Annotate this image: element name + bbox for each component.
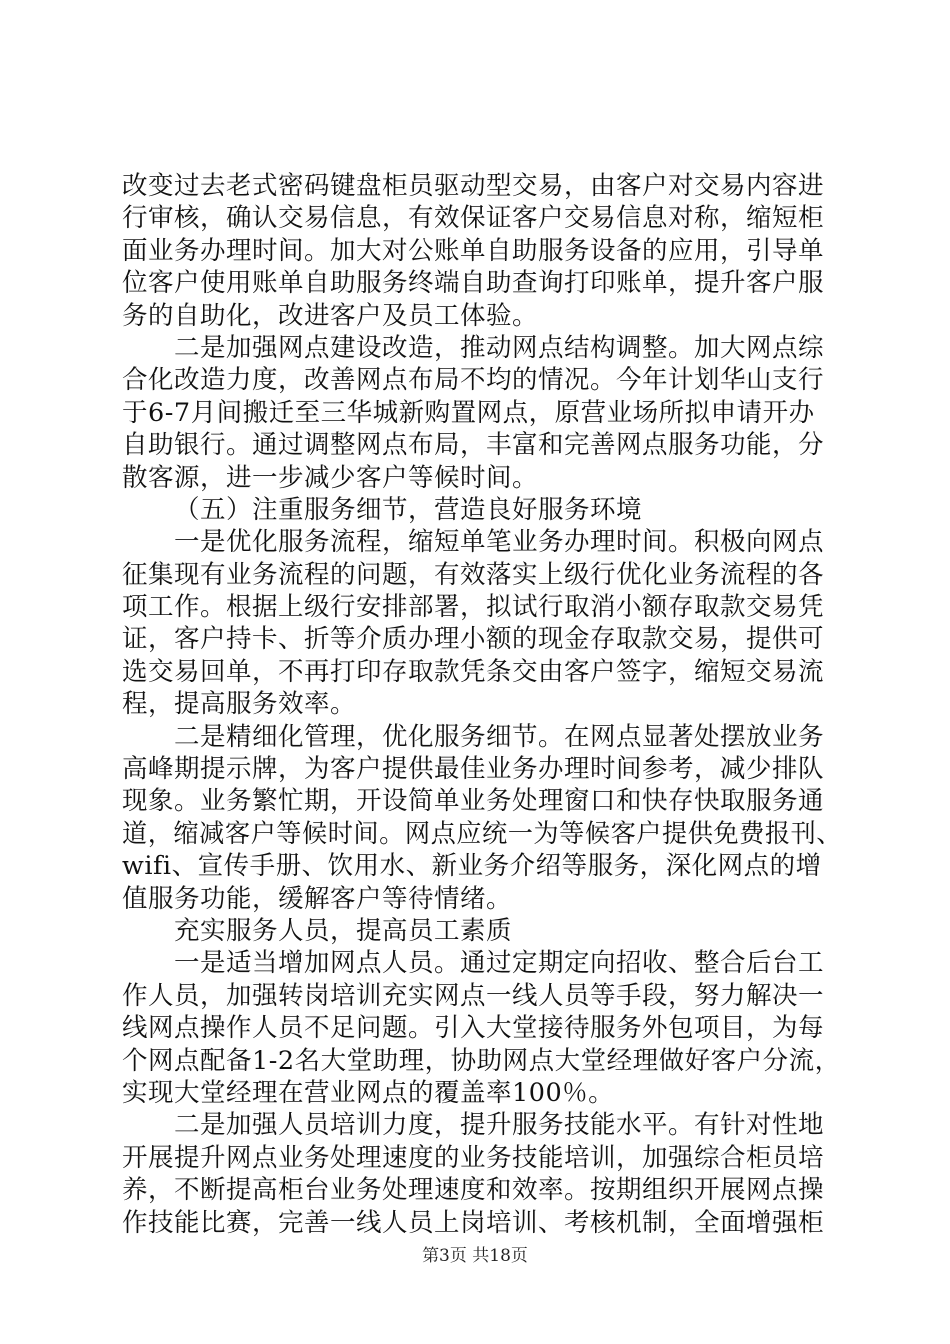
text-line: 合化改造力度，改善网点布局不均的情况。今年计划华山支行 xyxy=(122,365,825,396)
document-body xyxy=(122,170,842,1239)
text-line: 选交易回单，不再打印存取款凭条交由客户签字，缩短交易流 xyxy=(122,656,825,687)
text-line: 证，客户持卡、折等介质办理小额的现金存取款交易，提供可 xyxy=(122,624,825,655)
text-line: 程，提高服务效率。 xyxy=(122,689,357,720)
text-line: wifi、宣传手册、饮用水、新业务介绍等服务，深化网点的增 xyxy=(122,851,822,882)
text-line: 自助银行。通过调整网点布局，丰富和完善网点服务功能，分 xyxy=(122,430,825,461)
text-line: 改变过去老式密码键盘柜员驱动型交易，由客户对交易内容进 xyxy=(122,171,825,201)
text-line: （五）注重服务细节，营造良好服务环境 xyxy=(174,494,643,525)
text-line: 二是加强人员培训力度，提升服务技能水平。有针对性地 xyxy=(174,1110,825,1141)
text-line: 道，缩减客户等候时间。网点应统一为等候客户提供免费报刊、 xyxy=(122,818,843,849)
text-line: 务的自助化，改进客户及员工体验。 xyxy=(122,300,539,331)
text-line: 二是精细化管理，优化服务细节。在网点显著处摆放业务 xyxy=(174,721,825,752)
text-line: 作技能比赛，完善一线人员上岗培训、考核机制，全面增强柜 xyxy=(122,1207,825,1238)
text-line: 一是优化服务流程，缩短单笔业务办理时间。积极向网点 xyxy=(174,527,825,558)
text-line: 现象。业务繁忙期，开设简单业务处理窗口和快存快取服务通 xyxy=(122,786,825,817)
text-line: 一是适当增加网点人员。通过定期定向招收、整合后台工 xyxy=(174,948,825,979)
text-line: 散客源，进一步减少客户等候时间。 xyxy=(122,462,539,493)
text-line: 征集现有业务流程的问题，有效落实上级行优化业务流程的各 xyxy=(122,559,825,590)
text-line: 养，不断提高柜台业务处理速度和效率。按期组织开展网点操 xyxy=(122,1175,825,1206)
text-line: 项工作。根据上级行安排部署，拟试行取消小额存取款交易凭 xyxy=(122,592,825,623)
text-line: 个网点配备1-2名大堂助理，协助网点大堂经理做好客户分流， xyxy=(122,1045,841,1076)
text-line: 行审核，确认交易信息，有效保证客户交易信息对称，缩短柜 xyxy=(122,203,825,234)
text-line: 位客户使用账单自助服务终端自助查询打印账单，提升客户服 xyxy=(122,268,825,299)
text-line: 于6-7月间搬迁至三华城新购置网点，原营业场所拟申请开办 xyxy=(122,397,815,428)
text-line: 实现大堂经理在营业网点的覆盖率100％。 xyxy=(122,1077,615,1108)
text-line: 二是加强网点建设改造，推动网点结构调整。加大网点综 xyxy=(174,332,825,363)
text-line: 高峰期提示牌，为客户提供最佳业务办理时间参考，减少排队 xyxy=(122,754,825,785)
text-line: 线网点操作人员不足问题。引入大堂接待服务外包项目，为每 xyxy=(122,1013,825,1044)
page-footer: 第3页 共18页 xyxy=(422,1246,528,1266)
text-line: 面业务办理时间。加大对公账单自助服务设备的应用，引导单 xyxy=(122,235,825,266)
text-line: 值服务功能，缓解客户等待情绪。 xyxy=(122,883,513,914)
text-line: 开展提升网点业务处理速度的业务技能培训，加强综合柜员培 xyxy=(122,1142,825,1173)
text-line: 作人员，加强转岗培训充实网点一线人员等手段，努力解决一 xyxy=(122,980,825,1011)
text-line: 充实服务人员，提高员工素质 xyxy=(174,915,513,946)
